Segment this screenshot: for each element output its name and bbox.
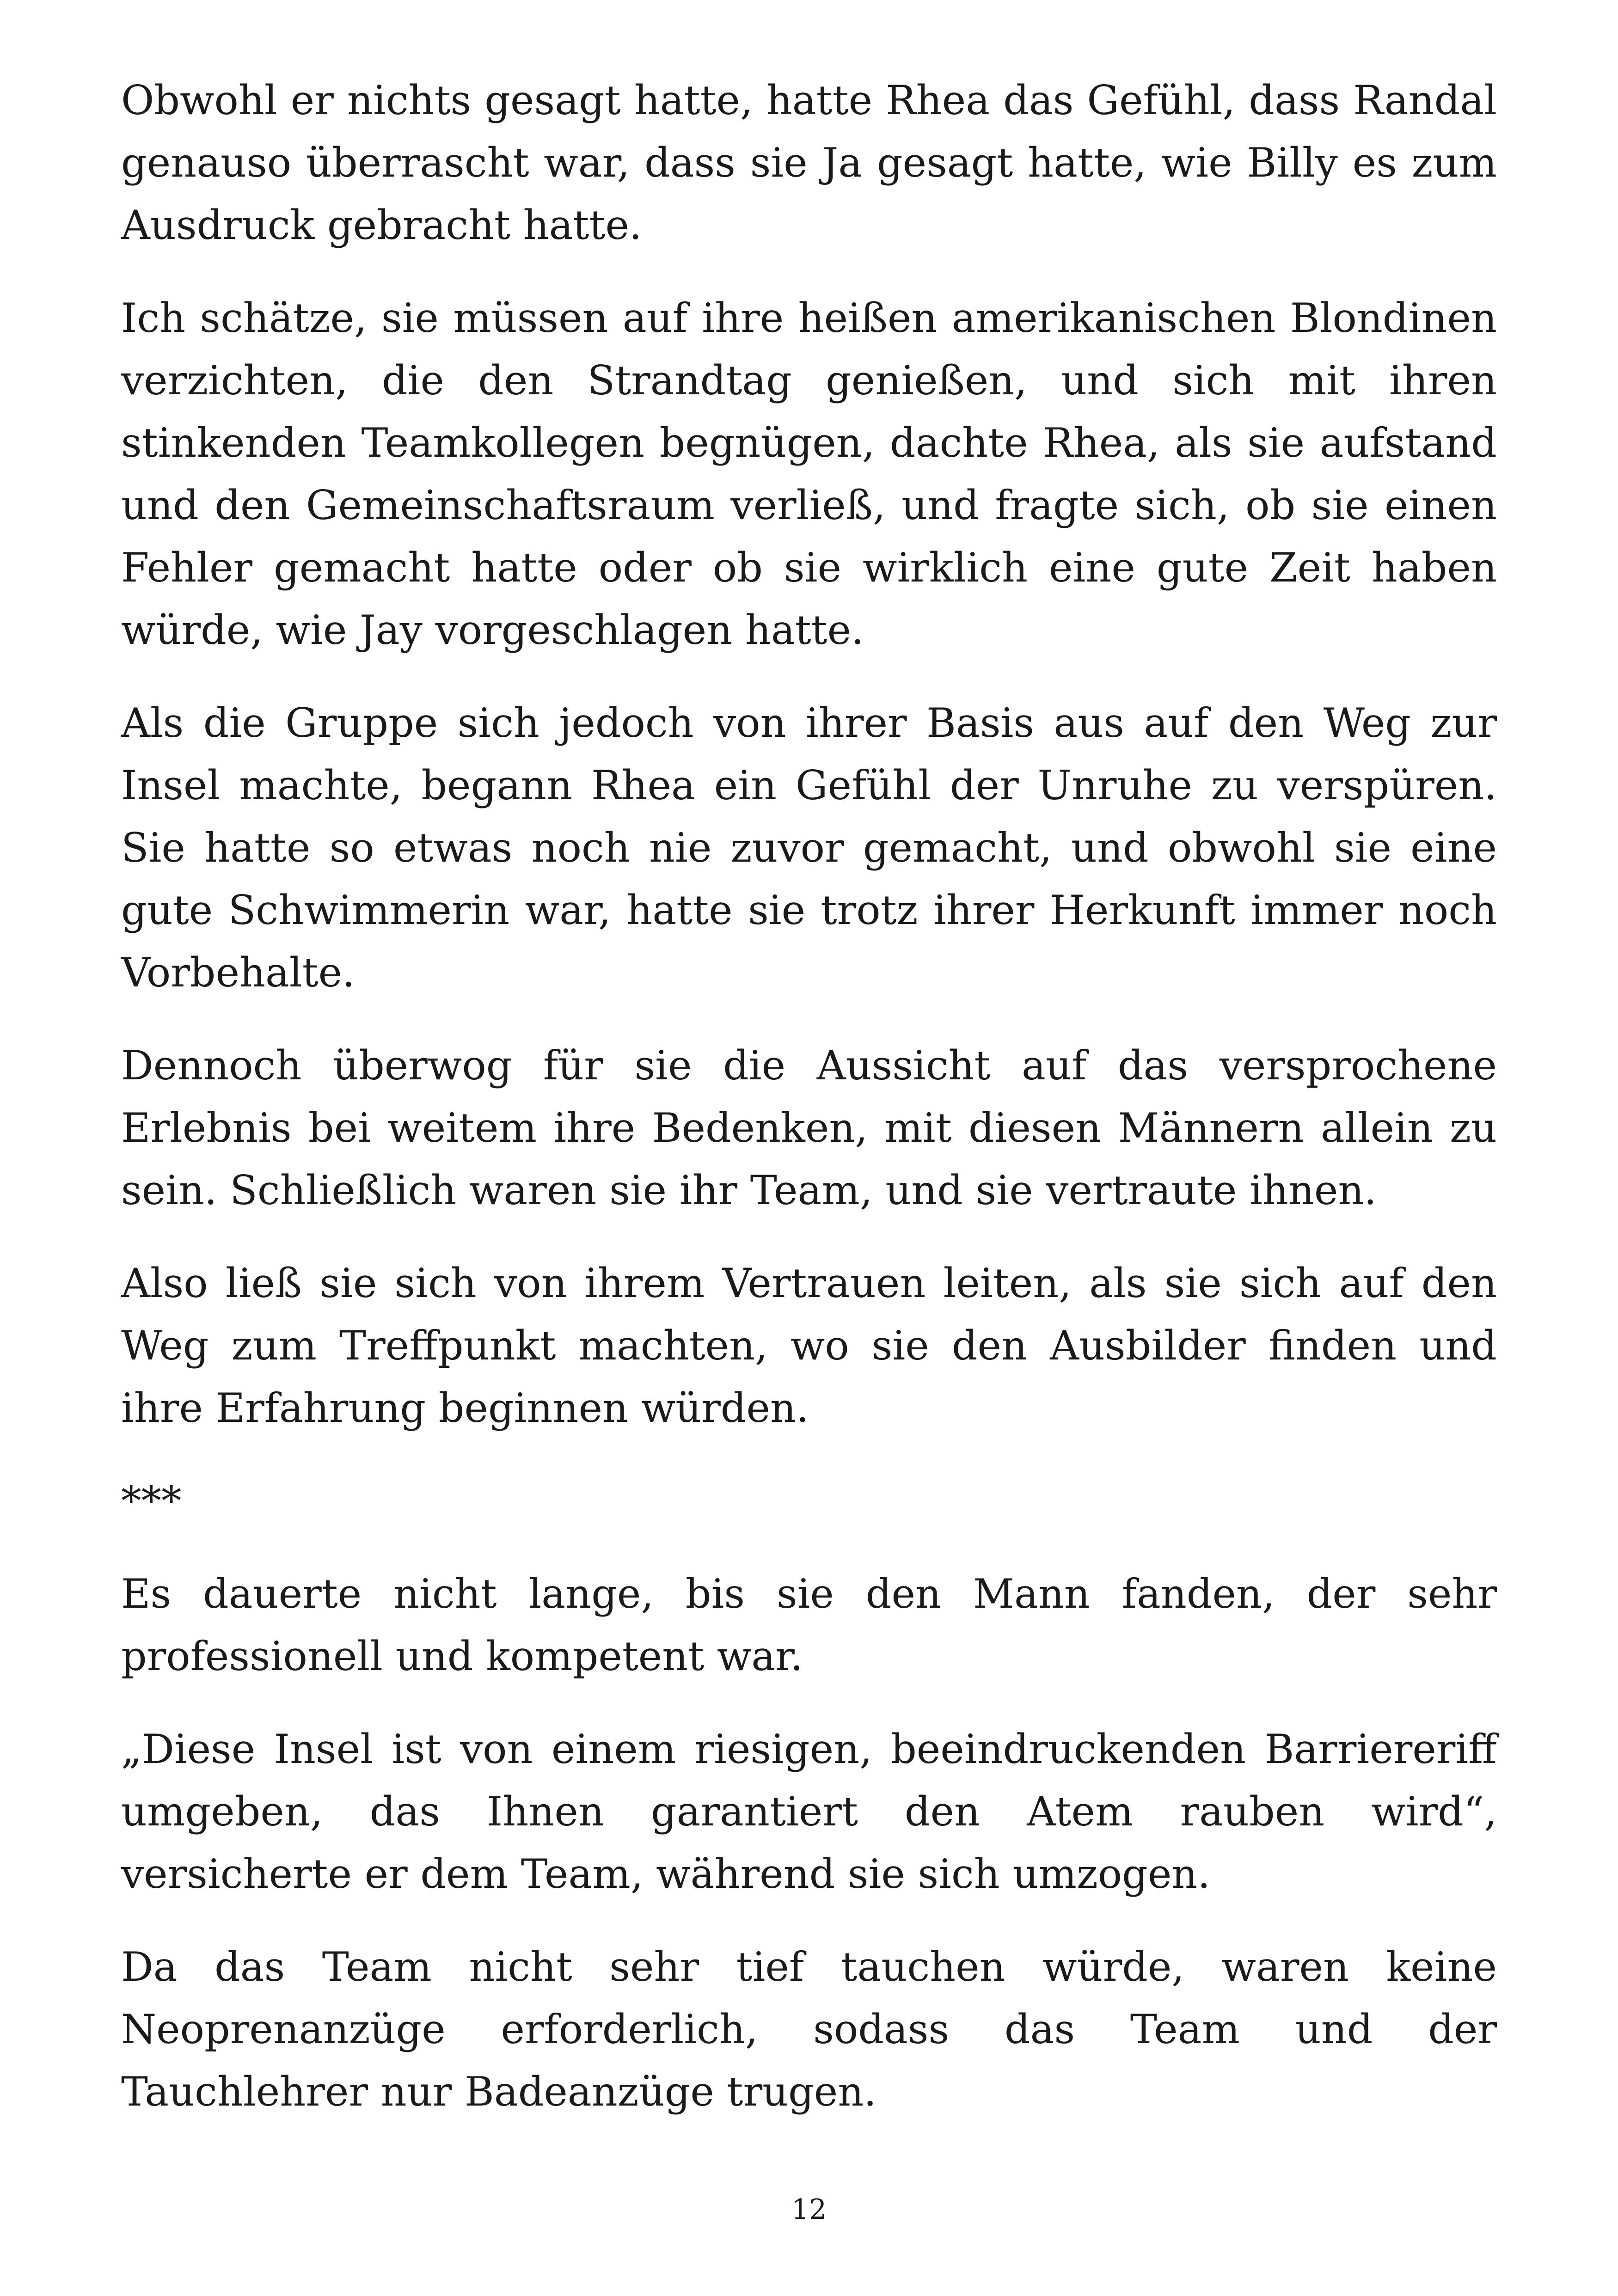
- paragraph-4: Dennoch überwog für sie die Aussicht auf das versprochene Erlebnis bei weitem ihre Bedenken, mit diesen Männern allein zu sein. Schließlich waren sie ihr Team, und sie vertraute ihnen.: [121, 1042, 1497, 1214]
- paragraph-1: Obwohl er nichts gesagt hatte, hatte Rhea das Gefühl, dass Randal genauso überrascht war, dass sie Ja gesagt hatte, wie Billy es zum Ausdruck gebracht hatte.: [121, 77, 1497, 249]
- paragraph-2: Ich schätze, sie müssen auf ihre heißen amerikanischen Blondinen verzichten, die den Strandtag genießen, und sich mit ihren stinkenden Teamkollegen begnügen, dachte Rhea, als sie aufstand und den Gemeinschaftsraum verließ, und fragte sich, ob sie einen Fehler gemacht hatte oder ob sie wirklich eine gute Zeit haben würde, wie Jay vorgeschlagen hatte.: [121, 294, 1497, 654]
- page-number: 12: [791, 2193, 827, 2226]
- scene-break: ***: [121, 1477, 182, 1525]
- body-text: [121, 69, 1497, 2154]
- paragraph-8: Da das Team nicht sehr tief tauchen würde, waren keine Neoprenanzüge erforderlich, sodass das Team und der Tauchlehrer nur Badeanzüge trugen.: [121, 1943, 1497, 2115]
- paragraph-3: Als die Gruppe sich jedoch von ihrer Basis aus auf den Weg zur Insel machte, begann Rhea ein Gefühl der Unruhe zu verspüren. Sie hatte so etwas noch nie zuvor gemacht, und obwohl sie eine gute Schwimmerin war, hatte sie trotz ihrer Herkunft immer noch Vorbehalte.: [121, 699, 1497, 996]
- paragraph-5: Also ließ sie sich von ihrem Vertrauen leiten, als sie sich auf den Weg zum Treffpunkt machten, wo sie den Ausbilder finden und ihre Erfahrung beginnen würden.: [121, 1260, 1497, 1432]
- paragraph-6: Es dauerte nicht lange, bis sie den Mann fanden, der sehr professionell und kompetent war.: [121, 1570, 1497, 1680]
- paragraph-7: „Diese Insel ist von einem riesigen, beeindruckenden Barriereriff umgeben, das Ihnen garantiert den Atem rauben wird“, versicherte er dem Team, während sie sich umzogen.: [121, 1726, 1497, 1898]
